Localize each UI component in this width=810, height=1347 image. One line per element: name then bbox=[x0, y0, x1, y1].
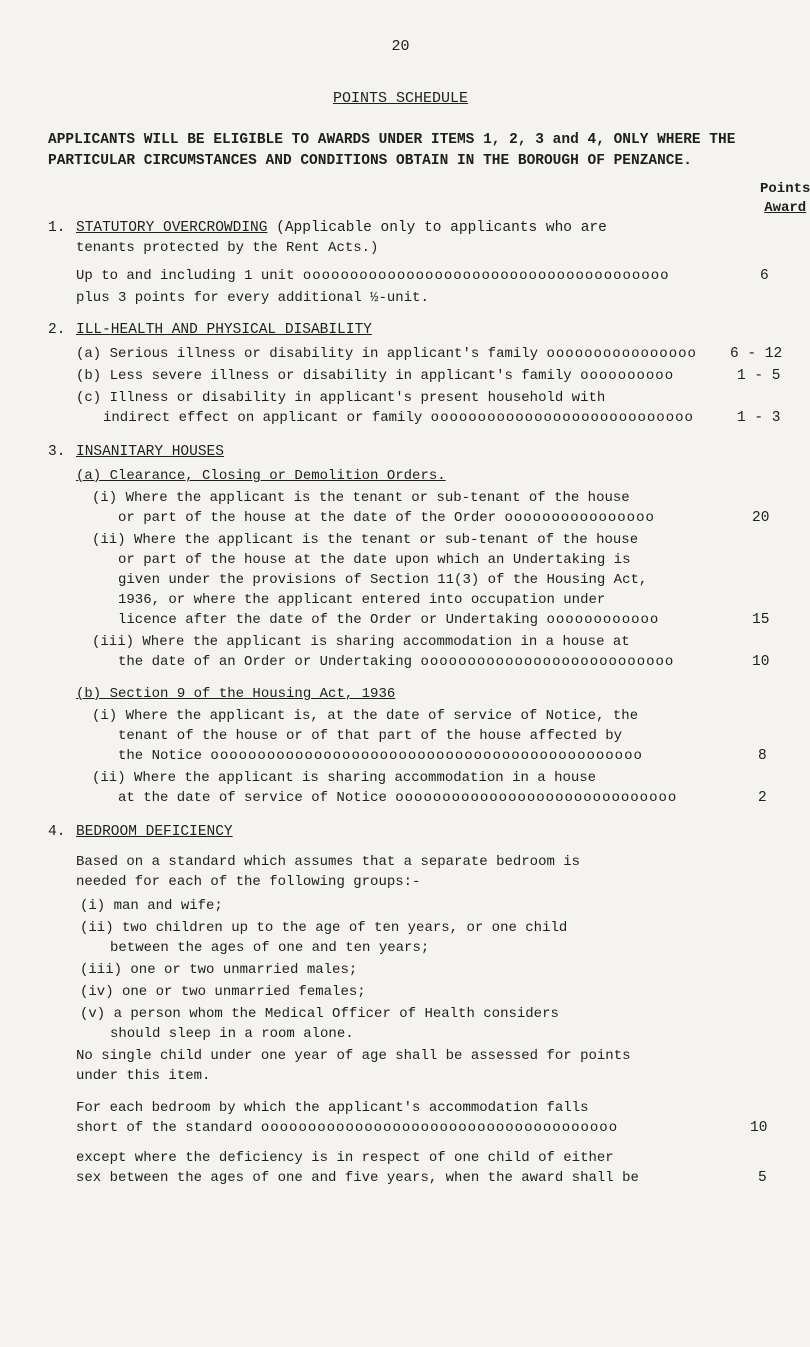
section-3b-ii-line-1: (ii) Where the applicant is sharing accommodation in a house bbox=[92, 770, 597, 786]
section-3a-i-line-2: or part of the house at the date of the Order oooooooooooooooo bbox=[118, 510, 655, 526]
section-2-item-c-points: 1 - 3 bbox=[737, 410, 781, 426]
section-4-group-2-line-2: between the ages of one and ten years; bbox=[110, 940, 430, 956]
section-4-except-line-1: except where the deficiency is in respect of one child of either bbox=[76, 1150, 614, 1166]
section-1-note: tenants protected by the Rent Acts.) bbox=[76, 240, 379, 256]
section-3b-i-line-1: (i) Where the applicant is, at the date of service of Notice, the bbox=[92, 708, 639, 724]
section-4-heading: 4. BEDROOM DEFICIENCY bbox=[48, 824, 233, 840]
page-title: POINTS SCHEDULE bbox=[332, 90, 469, 107]
section-1-line-2: plus 3 points for every additional ½-unit. bbox=[76, 290, 429, 306]
section-3-heading: 3. INSANITARY HOUSES bbox=[48, 444, 224, 460]
section-4-note-line-2: under this item. bbox=[76, 1068, 211, 1084]
section-3b-title: (b) Section 9 of the Housing Act, 1936 bbox=[76, 686, 396, 702]
section-4-except-points: 5 bbox=[758, 1170, 767, 1186]
section-4-group-1: (i) man and wife; bbox=[80, 898, 223, 914]
section-4-para-line-1: Based on a standard which assumes that a separate bedroom is bbox=[76, 854, 581, 870]
section-3a-ii-line-4: 1936, or where the applicant entered into occupation under bbox=[118, 592, 606, 608]
section-4-group-2-line-1: (ii) two children up to the age of ten years, or one child bbox=[80, 920, 568, 936]
section-3b-ii-points: 2 bbox=[758, 790, 767, 806]
section-2-item-a-points: 6 - 12 bbox=[730, 346, 783, 362]
section-3a-ii-line-5: licence after the date of the Order or Undertaking oooooooooooo bbox=[118, 612, 660, 628]
section-3a-ii-line-1: (ii) Where the applicant is the tenant or sub-tenant of the house bbox=[92, 532, 639, 548]
section-2-item-c-line-1: (c) Illness or disability in applicant's present household with bbox=[76, 390, 606, 406]
section-4-for-each-line-2: short of the standard oooooooooooooooooooooooooooooooooooooo bbox=[76, 1120, 619, 1136]
section-3b-i-line-3: the Notice oooooooooooooooooooooooooooooooooooooooooooooo bbox=[118, 748, 643, 764]
section-4-group-3: (iii) one or two unmarried males; bbox=[80, 962, 358, 978]
intro-paragraph: APPLICANTS WILL BE ELIGIBLE TO AWARDS UNDER ITEMS 1, 2, 3 and 4, ONLY WHERE THE PARTICULAR CIRCUMSTANCES AND CONDITIONS OBTAIN IN THE BOROUGH OF PENZANCE. bbox=[48, 132, 736, 169]
section-3a-ii-points: 15 bbox=[752, 612, 770, 628]
section-3a-iii-line-2: the date of an Order or Undertaking ooooooooooooooooooooooooooo bbox=[118, 654, 675, 670]
section-4-for-each-line-1: For each bedroom by which the applicant's accommodation falls bbox=[76, 1100, 589, 1116]
section-3a-iii-line-1: (iii) Where the applicant is sharing accommodation in a house at bbox=[92, 634, 630, 650]
section-4-for-each-points: 10 bbox=[750, 1120, 768, 1136]
section-4-note-line-1: No single child under one year of age shall be assessed for points bbox=[76, 1048, 631, 1064]
section-3a-ii-line-2: or part of the house at the date upon which an Undertaking is bbox=[118, 552, 631, 568]
points-column-header: Points Award bbox=[760, 181, 810, 216]
section-2-item-c-line-2: indirect effect on applicant or family oooooooooooooooooooooooooooo bbox=[103, 410, 694, 426]
section-2-item-b-points: 1 - 5 bbox=[737, 368, 781, 384]
section-3a-iii-points: 10 bbox=[752, 654, 770, 670]
section-3b-i-points: 8 bbox=[758, 748, 767, 764]
section-3a-i-points: 20 bbox=[752, 510, 770, 526]
section-2-heading: 2. ILL-HEALTH AND PHYSICAL DISABILITY bbox=[48, 322, 372, 338]
section-2-item-b: (b) Less severe illness or disability in applicant's family oooooooooo bbox=[76, 368, 675, 384]
section-4-group-5-line-2: should sleep in a room alone. bbox=[110, 1026, 354, 1042]
section-1-heading: 1. STATUTORY OVERCROWDING (Applicable only to applicants who are bbox=[48, 220, 607, 236]
section-3b-ii-line-2: at the date of service of Notice oooooooooooooooooooooooooooooo bbox=[118, 790, 678, 806]
page-number: 20 bbox=[391, 38, 410, 55]
section-3a-ii-line-3: given under the provisions of Section 11(3) of the Housing Act, bbox=[118, 572, 648, 588]
section-3b-i-line-2: tenant of the house or of that part of the house affected by bbox=[118, 728, 623, 744]
section-4-group-5-line-1: (v) a person whom the Medical Officer of Health considers bbox=[80, 1006, 559, 1022]
section-1-points: 6 bbox=[760, 268, 769, 284]
section-4-group-4: (iv) one or two unmarried females; bbox=[80, 984, 366, 1000]
section-2-item-a: (a) Serious illness or disability in applicant's family oooooooooooooooo bbox=[76, 346, 697, 362]
section-1-line-1: Up to and including 1 unit ooooooooooooooooooooooooooooooooooooooo bbox=[76, 268, 670, 284]
section-3a-i-line-1: (i) Where the applicant is the tenant or sub-tenant of the house bbox=[92, 490, 630, 506]
section-4-except-line-2: sex between the ages of one and five years, when the award shall be bbox=[76, 1170, 639, 1186]
section-4-para-line-2: needed for each of the following groups:- bbox=[76, 874, 421, 890]
section-3a-title: (a) Clearance, Closing or Demolition Orders. bbox=[76, 468, 446, 484]
